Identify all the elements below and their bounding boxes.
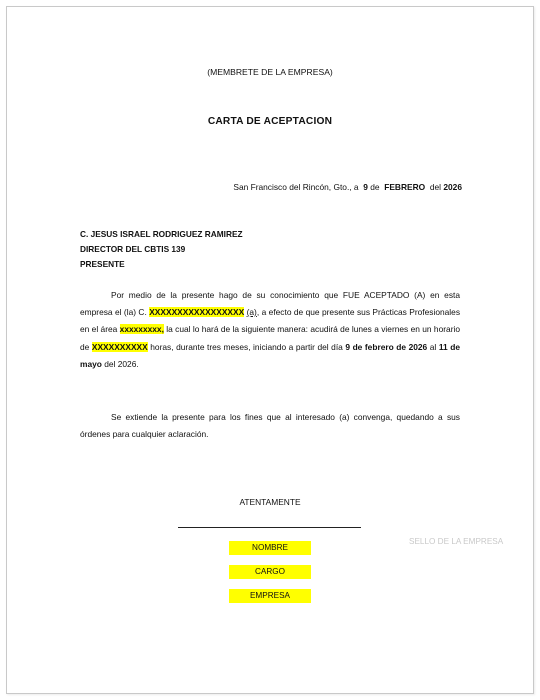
gender-suffix: (a): [246, 307, 257, 318]
student-name-placeholder: XXXXXXXXXXXXXXXXX: [149, 307, 245, 318]
place-text: San Francisco del Rincón, Gto., a: [233, 182, 359, 192]
para1-text-7: del 2026.: [101, 358, 139, 369]
acceptance-paragraph: [80, 287, 460, 373]
date-del: del: [429, 182, 442, 192]
para1-text-3: , a efecto de que presente sus Prácticas Profesionales en el área: [80, 307, 461, 335]
name-field: NOMBRE: [229, 541, 311, 555]
addressee-position: DIRECTOR DEL CBTIS 139: [80, 244, 186, 254]
para2-text: Se extiende la presente para los fines que al interesado (a) convenga, quedando a sus órdenes para cualquier aclaración.: [80, 412, 460, 440]
date-day: 9: [363, 182, 368, 192]
para1-text-6: al: [427, 341, 439, 352]
addressee-block: [80, 227, 243, 272]
para1-text-1: Por medio de la presente hago de su conocimiento que FUE ACEPTADO (A) en esta empresa el (la) C.: [80, 290, 460, 318]
schedule-placeholder: XXXXXXXXXX: [91, 341, 148, 352]
para1-text-5: horas, durante tres meses, iniciando a partir del día: [147, 341, 346, 352]
addressee-presente: PRESENTE: [80, 259, 125, 269]
company-seal-placeholder: SELLO DE LA EMPRESA: [409, 537, 504, 546]
letterhead: (MEMBRETE DE LA EMPRESA): [207, 67, 333, 77]
end-date: 11 de mayo: [80, 341, 460, 369]
date-de: de: [370, 182, 380, 192]
area-placeholder: xxxxxxxxx,: [119, 324, 164, 335]
addressee-name: C. JESUS ISRAEL RODRIGUEZ RAMIREZ: [80, 229, 243, 239]
closing-atentamente: ATENTAMENTE: [239, 497, 301, 507]
place-date: [233, 182, 462, 192]
closing-paragraph: [80, 409, 460, 443]
company-field: EMPRESA: [229, 589, 311, 603]
signature-line: [178, 527, 361, 528]
para1-text-4: la cual lo hará de la siguiente manera: acudirá de lunes a viernes en un horario de: [80, 324, 461, 352]
date-month: FEBRERO: [384, 182, 426, 192]
date-year: 2026: [443, 182, 462, 192]
document-title: CARTA DE ACEPTACION: [207, 116, 333, 127]
position-field: CARGO: [229, 565, 311, 579]
start-date: 9 de febrero de 2026: [345, 341, 428, 352]
